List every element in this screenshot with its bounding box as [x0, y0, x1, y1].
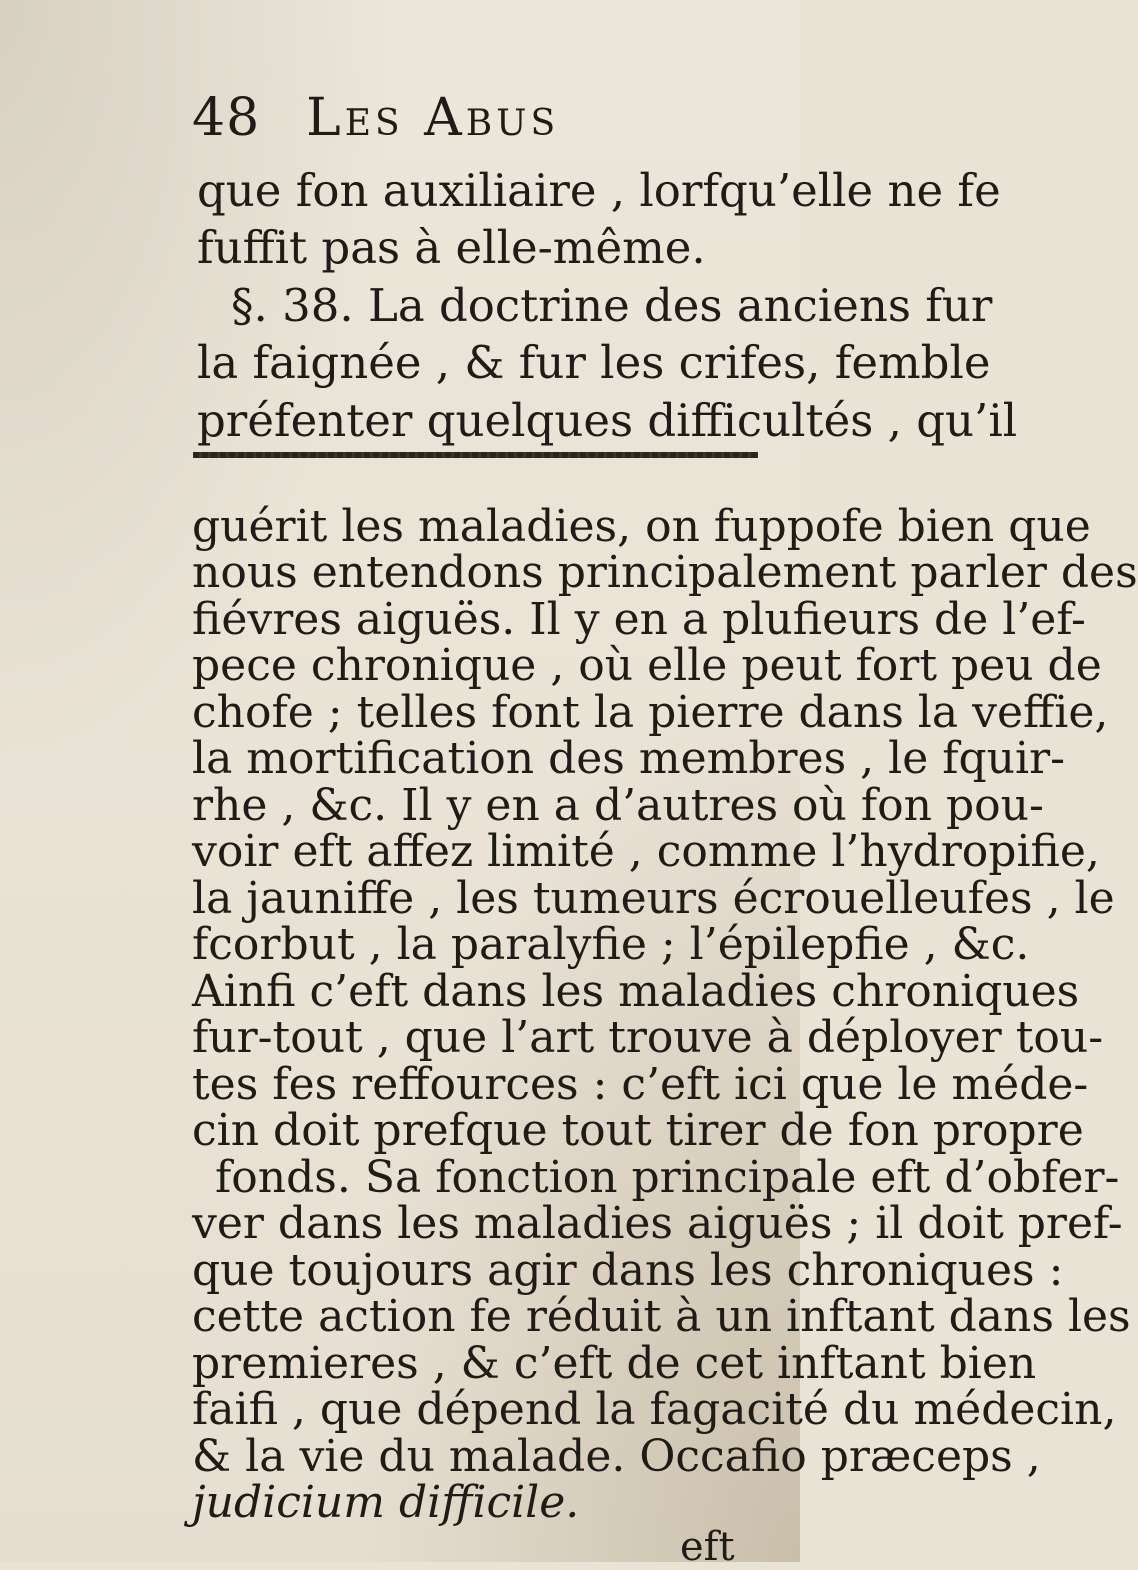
text-line: premieres , & c’eft de cet inftant bien — [192, 1338, 1037, 1389]
text-line: fiévres aiguës. Il y en a plufieurs de l’ef- — [192, 594, 1086, 645]
footnote-rule — [193, 452, 758, 458]
text-line: faifi , que dépend la fagacité du médecin, — [192, 1384, 1117, 1435]
text-line: judicium difficile. — [192, 1477, 580, 1528]
text-line: guérit les maladies, on fuppofe bien que — [192, 501, 1091, 552]
text-line: Ainfi c’eft dans les maladies chroniques — [192, 966, 1080, 1017]
running-title: Les Abus — [306, 88, 560, 148]
text-line: voir eft affez limité , comme l’hydropifie, — [192, 826, 1100, 877]
running-head — [192, 88, 559, 148]
text-line: rhe , &c. Il y en a d’autres où fon pou- — [192, 780, 1044, 831]
page-number: 48 — [192, 88, 261, 148]
text-line: fcorbut , la paralyfie ; l’épilepfie , &c. — [192, 919, 1030, 970]
text-line: & la vie du malade. Occafio præceps , — [192, 1431, 1041, 1482]
text-line: préfenter quelques difficultés , qu’il — [197, 394, 1018, 447]
text-line: que toujours agir dans les chroniques : — [192, 1245, 1064, 1296]
catchword: eft — [680, 1524, 735, 1570]
text-line: fuffit pas à elle-même. — [197, 221, 706, 274]
text-line: la mortification des membres , le fquir- — [192, 733, 1065, 784]
text-line: tes fes reffources : c’eft ici que le méde- — [192, 1059, 1089, 1110]
text-line: fur-tout , que l’art trouve à déployer tou- — [192, 1012, 1104, 1063]
text-line: fonds. Sa fonction principale eft d’obfer- — [215, 1152, 1120, 1203]
text-line: cette action fe réduit à un inftant dans les — [192, 1291, 1131, 1342]
text-line: pece chronique , où elle peut fort peu de — [192, 640, 1102, 691]
text-line: la faignée , & fur les crifes, femble — [197, 336, 991, 389]
text-line: ver dans les maladies aiguës ; il doit pref- — [192, 1198, 1123, 1249]
text-line: cin doit prefque tout tirer de fon propre — [192, 1105, 1084, 1156]
text-line: chofe ; telles font la pierre dans la veffie, — [192, 687, 1109, 738]
text-line: que fon auxiliaire , lorfqu’elle ne fe — [197, 164, 1001, 217]
text-line: la jauniffe , les tumeurs écrouelleufes , le — [192, 873, 1115, 924]
text-line: nous entendons principalement parler des — [192, 547, 1138, 598]
text-line: §. 38. La doctrine des anciens fur — [231, 279, 993, 332]
